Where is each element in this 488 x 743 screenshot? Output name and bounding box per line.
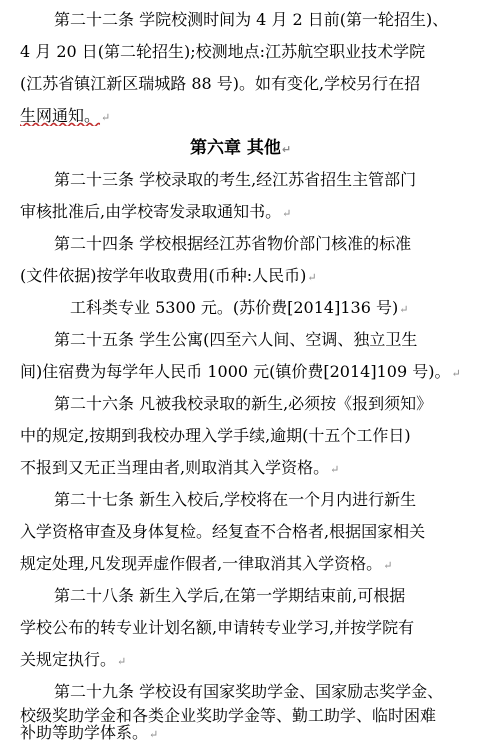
- line-10: [70, 298, 484, 318]
- line-20: [20, 618, 484, 638]
- line-text: 第二十二条 学院校测时间为 4 月 2 日前(第一轮招生)、: [54, 10, 449, 29]
- line-15: [20, 458, 484, 478]
- line-24: [20, 723, 484, 743]
- line-12: [20, 362, 484, 382]
- line-text: (江苏省镇江新区瑞城路 88 号)。如有变化,学校另行在招: [20, 74, 421, 93]
- paragraph-mark-icon: ↵: [101, 111, 111, 124]
- line-1: [54, 10, 484, 30]
- line-text: 不报到又无正当理由者,则取消其入学资格。: [20, 458, 330, 477]
- line-6: [54, 170, 484, 190]
- paragraph-mark-icon: ↵: [149, 728, 159, 741]
- line-17: [20, 522, 484, 542]
- line-22: [54, 682, 484, 702]
- line-4: [20, 106, 484, 126]
- line-text: 间)住宿费为每学年人民币 1000 元(镇价费[2014]109 号)。: [20, 362, 451, 381]
- paragraph-mark-icon: ↵: [383, 559, 393, 572]
- chapter-heading: [190, 138, 390, 158]
- paragraph-mark-icon: ↵: [281, 143, 292, 156]
- line-text: 工科类专业 5300 元。(苏价费[2014]136 号): [70, 298, 399, 317]
- line-text: 第二十六条 凡被我校录取的新生,必须按《报到须知》: [54, 394, 433, 413]
- line-text: 第二十七条 新生入校后,学校将在一个月内进行新生: [54, 490, 417, 509]
- line-text: 中的规定,按期到我校办理入学手续,逾期(十五个工作日): [20, 426, 411, 445]
- line-7: [20, 202, 484, 222]
- line-text: 4 月 20 日(第二轮招生);校测地点:江苏航空职业技术学院: [20, 42, 426, 61]
- line-text: 入学资格审查及身体复检。经复查不合格者,根据国家相关: [20, 522, 426, 541]
- line-text: 第二十八条 新生入学后,在第一学期结束前,可根据: [54, 586, 406, 605]
- line-14: [20, 426, 484, 446]
- line-text: 补助等助学体系。: [20, 723, 149, 742]
- line-3: [20, 74, 484, 94]
- paragraph-mark-icon: ↵: [282, 207, 292, 220]
- line-text: 校级奖助学金和各类企业奖助学金等、勤工助学、临时困难: [20, 706, 437, 725]
- heading-text: 第六章 其他: [190, 138, 281, 158]
- line-text: 学校公布的转专业计划名额,申请转专业学习,并按学院有: [20, 618, 415, 637]
- line-11: [54, 330, 484, 350]
- line-text: 规定处理,凡发现弄虚作假者,一律取消其入学资格。: [20, 554, 383, 573]
- line-9: [20, 266, 484, 286]
- line-text: 第二十五条 学生公寓(四至六人间、空调、独立卫生: [54, 330, 418, 349]
- line-8: [54, 234, 484, 254]
- line-16: [54, 490, 484, 510]
- paragraph-mark-icon: ↵: [330, 463, 340, 476]
- line-text: 关规定执行。: [20, 650, 117, 669]
- line-19: [54, 586, 484, 606]
- line-text: 第二十三条 学校录取的考生,经江苏省招生主管部门: [54, 170, 417, 189]
- line-text: 审核批准后,由学校寄发录取通知书。: [20, 202, 282, 221]
- line-text: 生网通知。: [20, 106, 101, 125]
- line-13: [54, 394, 484, 414]
- paragraph-mark-icon: ↵: [307, 271, 317, 284]
- line-text: 第二十四条 学校根据经江苏省物价部门核准的标准: [54, 234, 412, 253]
- line-2: [20, 42, 484, 62]
- paragraph-mark-icon: ↵: [451, 367, 461, 380]
- line-21: [20, 650, 484, 670]
- line-text: 第二十九条 学校设有国家奖助学金、国家励志奖学金、: [54, 682, 444, 701]
- line-text: (文件依据)按学年收取费用(币种:人民币): [20, 266, 307, 285]
- paragraph-mark-icon: ↵: [399, 303, 409, 316]
- line-18: [20, 554, 484, 574]
- paragraph-mark-icon: ↵: [117, 655, 127, 668]
